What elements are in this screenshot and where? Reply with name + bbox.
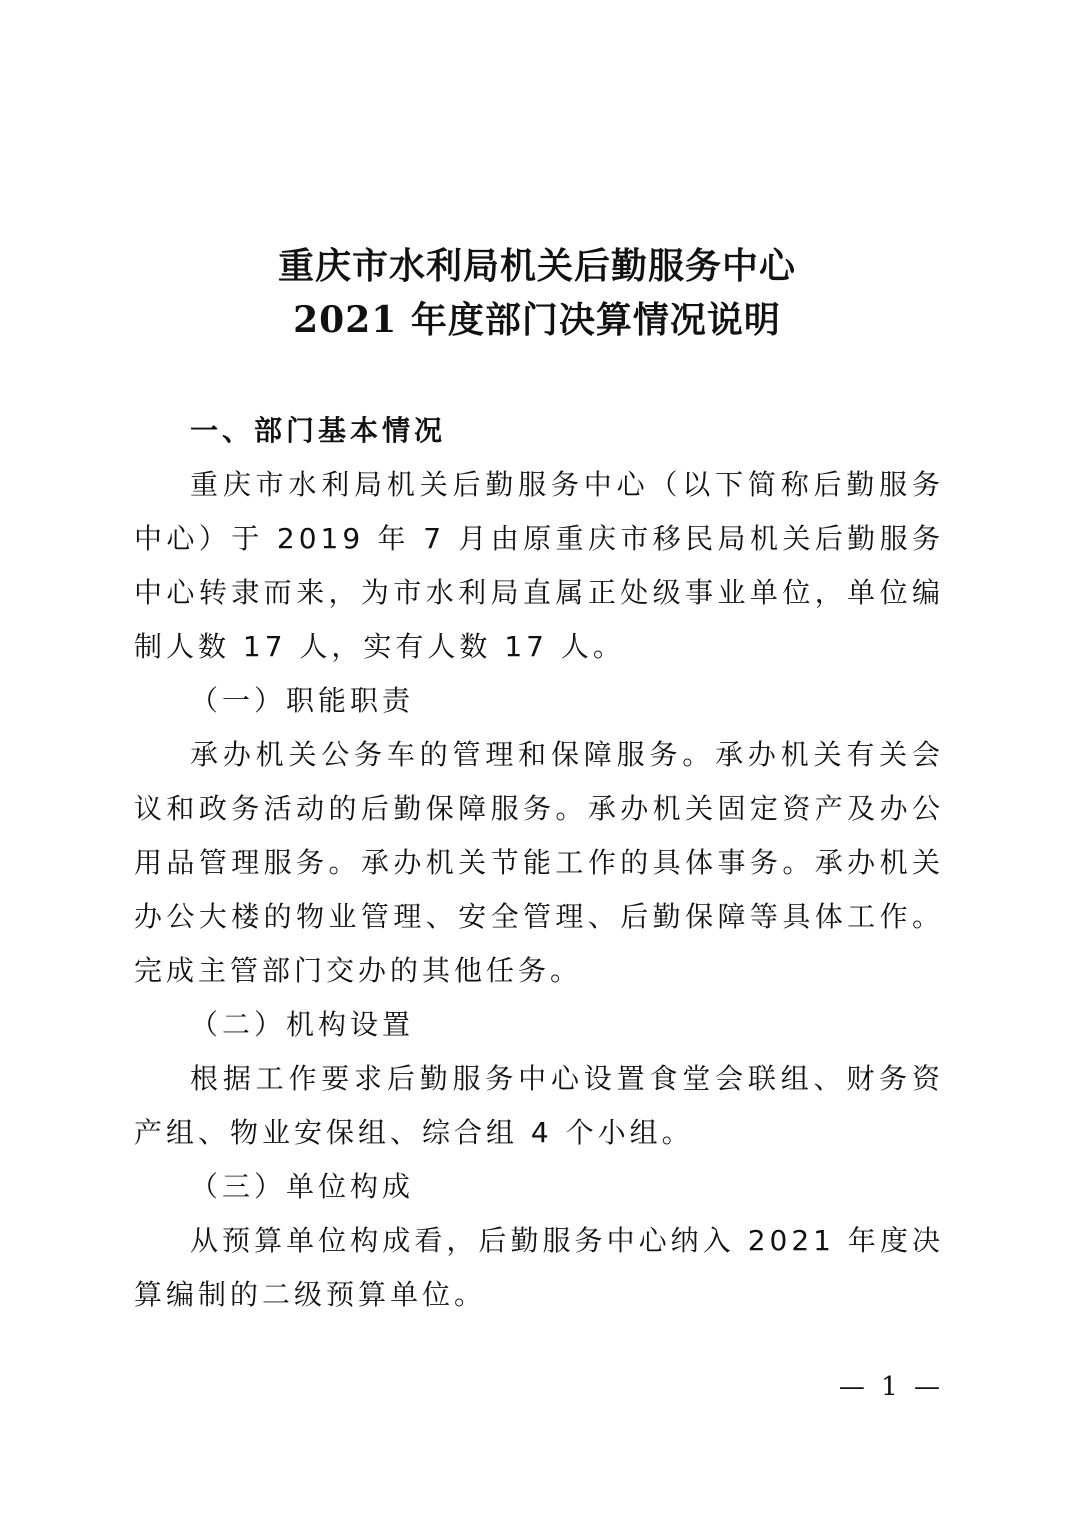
- subsection-heading-functions: （一）职能职责: [190, 684, 415, 717]
- section-heading-basic-info: 一、部门基本情况: [190, 414, 447, 447]
- organization-paragraph: 根据工作要求后勤服务中心设置食堂会联组、财务资产组、物业安保组、综合组 4 个小组。: [134, 1062, 944, 1149]
- document-body: [134, 404, 944, 1322]
- subsection-heading-composition: （三）单位构成: [190, 1170, 415, 1203]
- functions-paragraph: 承办机关公务车的管理和保障服务。承办机关有关会议和政务活动的后勤保障服务。承办机关固定资产及办公用品管理服务。承办机关节能工作的具体事务。承办机关办公大楼的物业管理、安全管理、后勤保障等具体工作。完成主管部门交办的其他任务。: [134, 738, 944, 987]
- page-number: — 1 —: [838, 1372, 944, 1402]
- subsection-heading-organization: （二）机构设置: [190, 1008, 415, 1041]
- document-title-line2: 2021 年度部门决算情况说明: [293, 299, 781, 341]
- composition-paragraph: 从预算单位构成看，后勤服务中心纳入 2021 年度决算编制的二级预算单位。: [134, 1224, 944, 1311]
- intro-paragraph: 重庆市水利局机关后勤服务中心（以下简称后勤服务中心）于 2019 年 7 月由原重庆市移民局机关后勤服务中心转隶而来，为市水利局直属正处级事业单位，单位编制人数 17 人，实有人数 17 人。: [134, 468, 944, 663]
- document-title-line1: 重庆市水利局机关后勤服务中心: [277, 245, 796, 287]
